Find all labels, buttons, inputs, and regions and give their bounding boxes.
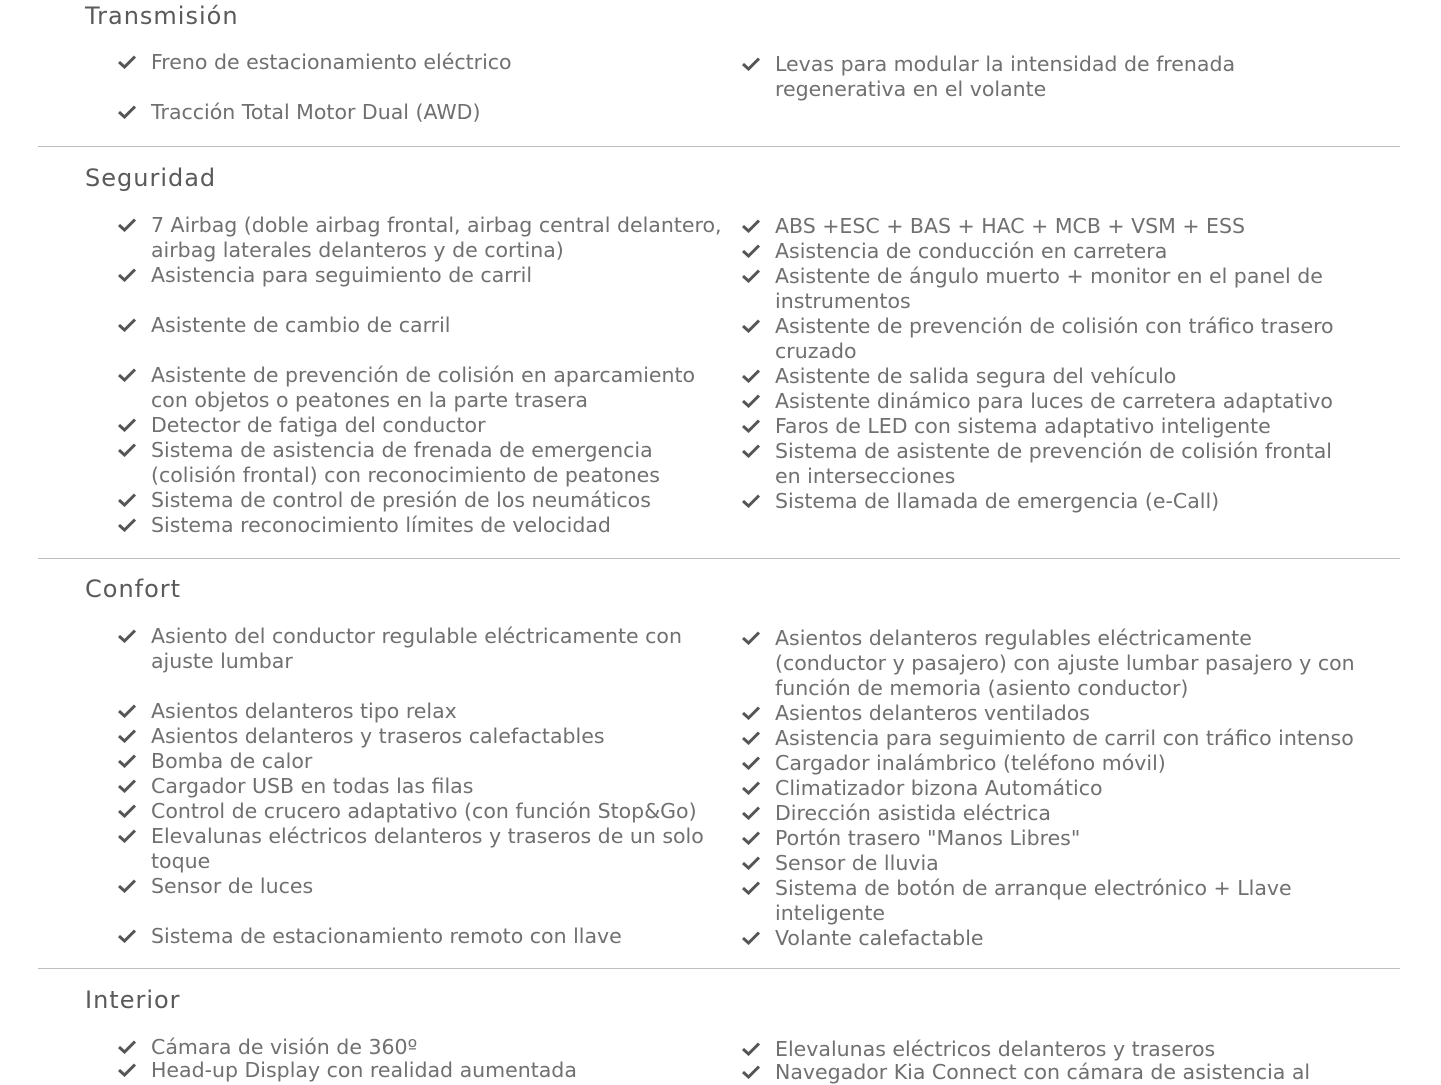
check-icon [742,831,760,845]
list-item: Head-up Display con realidad aumentada [118,1058,726,1083]
check-icon [742,319,760,333]
list-item: Sensor de luces [118,874,726,899]
list-item: Asistente de ángulo muerto + monitor en el panel de instrumentos [742,264,1360,314]
list-item: Asientos delanteros tipo relax [118,699,726,724]
section-title-confort: Confort [85,575,182,603]
check-icon [742,244,760,258]
check-icon [742,631,760,645]
check-icon [118,368,136,382]
list-item: Cargador USB en todas las filas [118,774,726,799]
check-icon [118,268,136,282]
list-item: Asistente dinámico para luces de carretera adaptativo [742,389,1360,414]
list-item: Cargador inalámbrico (teléfono móvil) [742,751,1360,776]
check-icon [118,729,136,743]
check-icon [118,804,136,818]
list-item: ABS +ESC + BAS + HAC + MCB + VSM + ESS [742,214,1360,239]
list-item: Sistema de control de presión de los neumáticos [118,488,726,513]
check-icon [118,493,136,507]
check-icon [742,931,760,945]
check-icon [118,779,136,793]
section-divider [38,558,1400,559]
list-item: Detector de fatiga del conductor [118,413,726,438]
check-icon [742,856,760,870]
list-item: Asistente de prevención de colisión con tráfico trasero cruzado [742,314,1360,364]
list-item: Asientos delanteros y traseros calefactables [118,724,726,749]
list-item: Portón trasero "Manos Libres" [742,826,1360,851]
list-item: Elevalunas eléctricos delanteros y traseros [742,1037,1360,1062]
check-icon [742,1065,760,1079]
check-icon [742,706,760,720]
check-icon [118,418,136,432]
list-item: Asistente de cambio de carril [118,313,726,338]
list-item: Faros de LED con sistema adaptativo inteligente [742,414,1360,439]
list-item: 7 Airbag (doble airbag frontal, airbag central delantero, airbag laterales delanteros y de cortina) [118,213,726,263]
list-item: Asientos delanteros ventilados [742,701,1360,726]
section-divider [38,146,1400,147]
list-item: Sistema de estacionamiento remoto con llave [118,924,726,949]
check-icon [742,269,760,283]
check-icon [742,444,760,458]
check-icon [742,806,760,820]
list-item: Volante calefactable [742,926,1360,951]
check-icon [742,731,760,745]
check-icon [742,1042,760,1056]
section-divider [38,968,1400,969]
check-icon [118,105,136,119]
check-icon [742,419,760,433]
list-item: Navegador Kia Connect con cámara de asistencia al [742,1060,1360,1085]
list-item: Asistencia para seguimiento de carril con tráfico intenso [742,726,1360,751]
list-item: Asistente de prevención de colisión en aparcamiento con objetos o peatones en la parte trasera [118,363,726,413]
check-icon [742,781,760,795]
list-item: Sensor de lluvia [742,851,1360,876]
list-item: Freno de estacionamiento eléctrico [118,50,726,75]
list-item: Sistema de llamada de emergencia (e-Call) [742,489,1360,514]
list-item: Bomba de calor [118,749,726,774]
check-icon [118,318,136,332]
check-icon [118,1063,136,1077]
list-item: Sistema reconocimiento límites de velocidad [118,513,726,538]
list-item: Sistema de asistente de prevención de colisión frontal en intersecciones [742,439,1360,489]
check-icon [118,218,136,232]
section-title-transmision: Transmisión [85,2,239,30]
check-icon [118,929,136,943]
list-item: Control de crucero adaptativo (con función Stop&Go) [118,799,726,824]
list-item: Asistencia para seguimiento de carril [118,263,726,288]
check-icon [742,369,760,383]
section-title-interior: Interior [85,986,181,1014]
list-item: Sistema de asistencia de frenada de emergencia (colisión frontal) con reconocimiento de peatones [118,438,726,488]
check-icon [118,704,136,718]
check-icon [742,494,760,508]
check-icon [118,629,136,643]
check-icon [742,756,760,770]
list-item: Tracción Total Motor Dual (AWD) [118,100,726,125]
list-item: Elevalunas eléctricos delanteros y traseros de un solo toque [118,824,726,874]
check-icon [118,829,136,843]
check-icon [118,518,136,532]
list-item: Asientos delanteros regulables eléctricamente (conductor y pasajero) con ajuste lumbar pasajero y con función de memoria (asiento conductor) [742,626,1360,701]
list-item: Asistente de salida segura del vehículo [742,364,1360,389]
section-title-seguridad: Seguridad [85,164,217,192]
list-item: Asiento del conductor regulable eléctricamente con ajuste lumbar [118,624,726,674]
check-icon [742,881,760,895]
check-icon [742,57,760,71]
check-icon [742,219,760,233]
list-item: Dirección asistida eléctrica [742,801,1360,826]
check-icon [118,1040,136,1054]
check-icon [118,55,136,69]
check-icon [118,754,136,768]
list-item: Sistema de botón de arranque electrónico + Llave inteligente [742,876,1360,926]
list-item: Cámara de visión de 360º [118,1035,726,1060]
list-item: Climatizador bizona Automático [742,776,1360,801]
check-icon [118,443,136,457]
check-icon [742,394,760,408]
list-item: Asistencia de conducción en carretera [742,239,1360,264]
list-item: Levas para modular la intensidad de frenada regenerativa en el volante [742,52,1360,102]
check-icon [118,879,136,893]
